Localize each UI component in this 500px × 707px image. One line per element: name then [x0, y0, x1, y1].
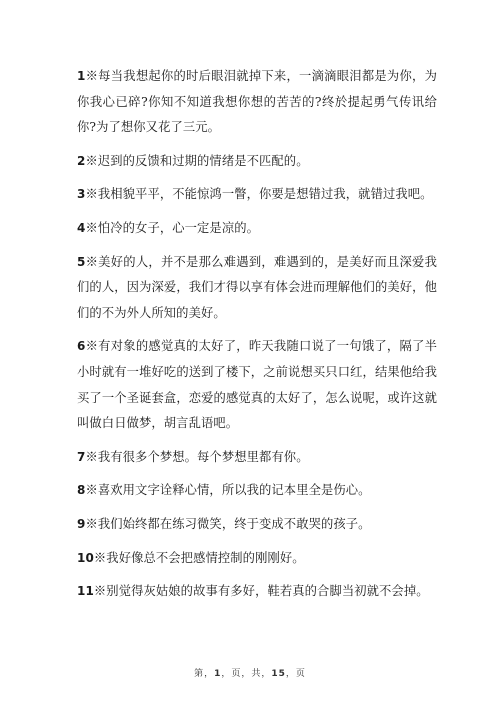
entry-text: ※我相貌平平，不能惊鸿一瞥，你要是想错过我，就错过我吧。 — [85, 187, 433, 202]
entry-text: ※每当我想起你的时后眼泪就掉下来，一滴滴眼泪都是为你，为你我心已碎?你知不知道我想你想的苦苦的?终於提起勇气传讯给你?为了想你又花了三元。 — [77, 69, 437, 135]
footer-middle: ，页，共， — [221, 669, 272, 679]
entry-text: ※我好像总不会把感情控制的刚刚好。 — [93, 550, 305, 565]
quote-entry-3 — [77, 182, 437, 208]
entry-number: 6 — [77, 339, 86, 354]
entry-text: ※喜欢用文字诠释心情，所以我的记本里全是伤心。 — [85, 483, 371, 498]
footer-total-pages: 15 — [271, 669, 286, 679]
page-footer — [0, 666, 500, 679]
entry-text: ※我有很多个梦想。每个梦想里都有你。 — [85, 449, 309, 464]
entry-text: ※别觉得灰姑娘的故事有多好，鞋若真的合脚当初就不会掉。 — [93, 584, 429, 599]
entry-text: ※迟到的反馈和过期的情绪是不匹配的。 — [85, 153, 309, 168]
entry-number: 3 — [77, 187, 86, 202]
entry-number: 4 — [77, 220, 86, 235]
quote-entry-2 — [77, 149, 437, 175]
quote-entry-8 — [77, 478, 437, 504]
entry-number: 11 — [77, 584, 94, 599]
entry-number: 9 — [77, 516, 86, 531]
entry-number: 7 — [77, 449, 86, 464]
entry-number: 2 — [77, 153, 86, 168]
quote-entry-6 — [77, 334, 437, 436]
entry-text: ※美好的人，并不是那么难遇到，难遇到的，是美好而且深爱我们的人，因为深爱，我们才得以享有体会进而理解他们的美好，他们的不为外人所知的美好。 — [77, 254, 437, 320]
quote-list — [77, 64, 437, 613]
footer-page-number: 1 — [214, 669, 222, 679]
entry-number: 8 — [77, 483, 86, 498]
entry-number: 1 — [77, 69, 86, 83]
entry-text: ※怕冷的女子，心一定是凉的。 — [85, 220, 260, 235]
entry-text: ※有对象的感觉真的太好了，昨天我随口说了一句饿了，隔了半小时就有一堆好吃的送到了楼下，之前说想买只口红，结果他给我买了一个圣诞套盒，恋爱的感觉真的太好了，怎么说呢，或许这就叫做白日做梦，胡言乱语吧。 — [77, 339, 437, 431]
quote-entry-1 — [77, 64, 437, 141]
quote-entry-9 — [77, 512, 437, 538]
quote-entry-7 — [77, 445, 437, 471]
quote-entry-4 — [77, 216, 437, 242]
entry-number: 5 — [77, 254, 86, 269]
footer-prefix: 第， — [194, 669, 215, 679]
quote-entry-5 — [77, 250, 437, 327]
quote-entry-10 — [77, 546, 437, 572]
entry-text: ※我们始终都在练习微笑，终于变成不敢哭的孩子。 — [85, 516, 371, 531]
quote-entry-11 — [77, 579, 437, 605]
footer-suffix: ，页 — [285, 669, 306, 679]
entry-number: 10 — [77, 550, 94, 565]
